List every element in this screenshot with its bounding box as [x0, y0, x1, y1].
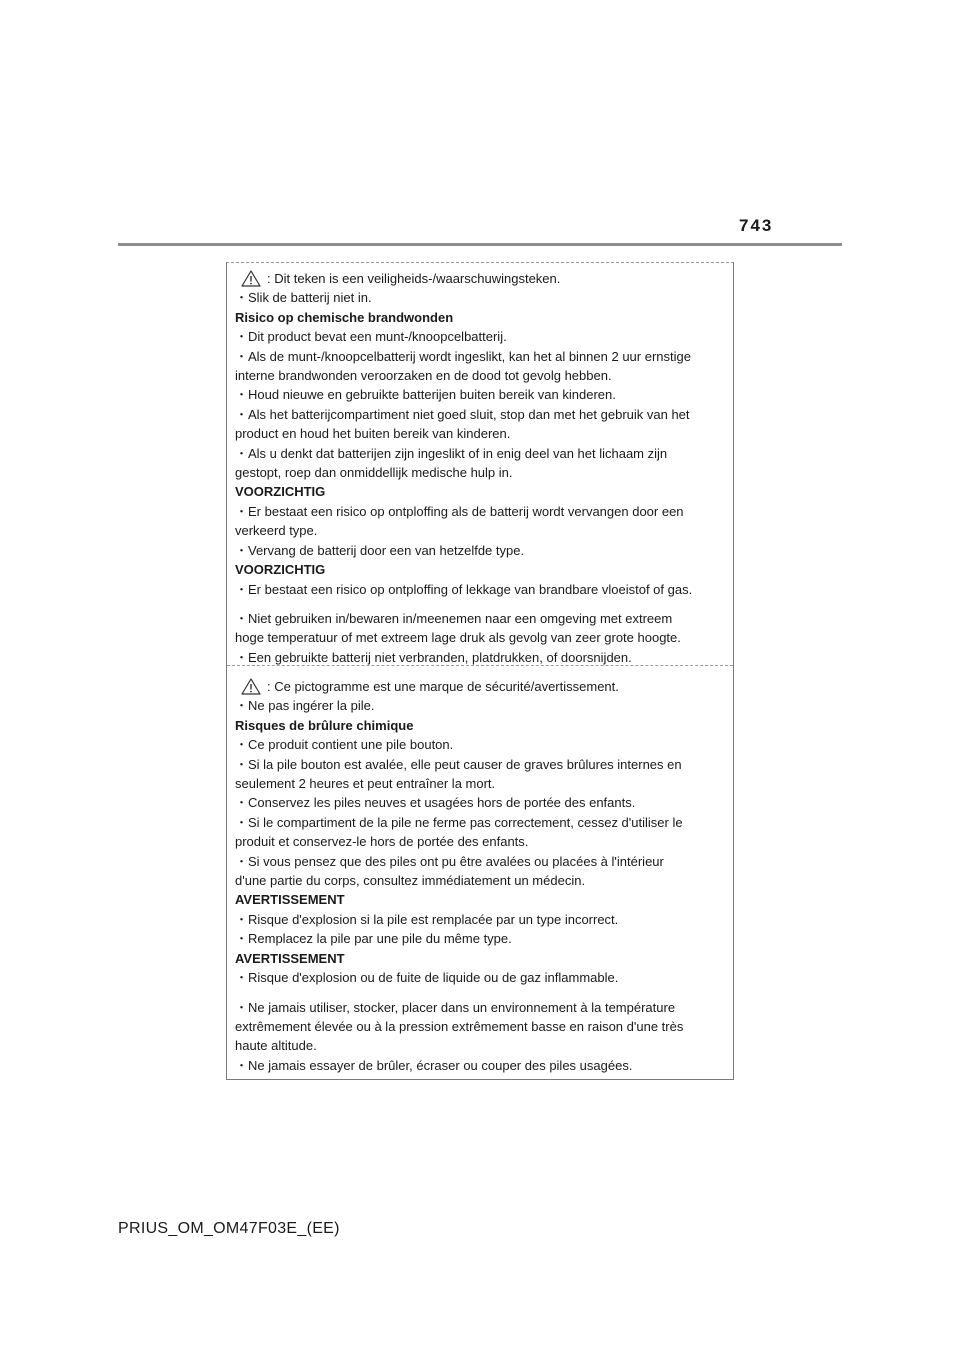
- document-code-footer: PRIUS_OM_OM47F03E_(EE): [118, 1220, 340, 1237]
- dutch-line: ・Als het batterijcompartiment niet goed sluit, stop dan met het gebruik van het: [235, 406, 690, 422]
- dutch-line: ・Niet gebruiken in/bewaren in/meenemen naar een omgeving met extreem: [235, 610, 673, 626]
- french-line: ・Conservez les piles neuves et usagées hors de portée des enfants.: [235, 795, 636, 811]
- dutch-intro-text: : Dit teken is een veiligheids-/waarschuwingsteken.: [267, 271, 561, 286]
- french-line: ・Ne pas ingérer la pile.: [235, 698, 375, 714]
- french-section: [235, 677, 727, 1075]
- french-line: ・Si vous pensez que des piles ont pu être avalées ou placées à l'intérieur: [235, 853, 664, 869]
- dutch-line: verkeerd type.: [235, 523, 318, 539]
- dutch-line: ・Er bestaat een risico op ontploffing als de batterij wordt vervangen door een: [235, 503, 684, 519]
- french-line: ・Si la pile bouton est avalée, elle peut causer de graves brûlures internes en: [235, 756, 682, 772]
- dutch-line: ・Vervang de batterij door een van hetzelfde type.: [235, 542, 525, 558]
- french-line: haute altitude.: [235, 1038, 317, 1054]
- dutch-heading: VOORZICHTIG: [235, 562, 326, 578]
- dutch-line: ・Als de munt-/knoopcelbatterij wordt ingeslikt, kan het al binnen 2 uur ernstige: [235, 348, 691, 364]
- french-line: ・Ce produit contient une pile bouton.: [235, 737, 454, 753]
- dutch-intro: [235, 269, 727, 288]
- header-rule: [118, 243, 842, 246]
- dutch-line: ・Houd nieuwe en gebruikte batterijen buiten bereik van kinderen.: [235, 387, 616, 403]
- dutch-section: [235, 269, 727, 667]
- french-line: extrêmement élevée ou à la pression extrêmement basse en raison d'une très: [235, 1018, 684, 1034]
- french-line: ・Ne jamais essayer de brûler, écraser ou couper des piles usagées.: [235, 1057, 633, 1073]
- warning-triangle-icon: [241, 270, 261, 287]
- french-intro-text: : Ce pictogramme est une marque de sécurité/avertissement.: [267, 679, 619, 694]
- dutch-line: interne brandwonden veroorzaken en de dood tot gevolg hebben.: [235, 368, 612, 384]
- dutch-line: ・Er bestaat een risico op ontploffing of lekkage van brandbare vloeistof of gas.: [235, 581, 693, 597]
- french-line: d'une partie du corps, consultez immédiatement un médecin.: [235, 873, 586, 889]
- french-heading: AVERTISSEMENT: [235, 950, 345, 966]
- dutch-line: ・Als u denkt dat batterijen zijn ingeslikt of in enig deel van het lichaam zijn: [235, 445, 668, 461]
- dutch-line: ・Slik de batterij niet in.: [235, 290, 372, 306]
- battery-warning-notice: [226, 262, 734, 1080]
- dutch-heading: Risico op chemische brandwonden: [235, 309, 454, 325]
- french-line: seulement 2 heures et peut entraîner la mort.: [235, 776, 496, 792]
- french-line: ・Si le compartiment de la pile ne ferme pas correctement, cessez d'utiliser le: [235, 814, 683, 830]
- french-heading: AVERTISSEMENT: [235, 892, 345, 908]
- warning-triangle-icon: [241, 678, 261, 695]
- french-line: ・Risque d'explosion ou de fuite de liquide ou de gaz inflammable.: [235, 970, 619, 986]
- section-divider: [227, 665, 733, 666]
- french-line: ・Risque d'explosion si la pile est remplacée par un type incorrect.: [235, 911, 619, 927]
- dutch-heading: VOORZICHTIG: [235, 484, 326, 500]
- page-number: 743: [739, 216, 774, 235]
- dutch-line: hoge temperatuur of met extreem lage druk als gevolg van zeer grote hoogte.: [235, 630, 681, 646]
- dutch-line: ・Dit product bevat een munt-/knoopcelbatterij.: [235, 329, 507, 345]
- french-heading: Risques de brûlure chimique: [235, 717, 414, 733]
- french-intro: [235, 677, 727, 696]
- french-line: ・Remplacez la pile par une pile du même type.: [235, 931, 512, 947]
- dutch-line: ・Een gebruikte batterij niet verbranden, platdrukken, of doorsnijden.: [235, 649, 632, 665]
- french-line: ・Ne jamais utiliser, stocker, placer dans un environnement à la température: [235, 999, 676, 1015]
- dutch-line: gestopt, roep dan onmiddellijk medische hulp in.: [235, 465, 513, 481]
- french-line: produit et conservez-le hors de portée des enfants.: [235, 834, 529, 850]
- dutch-line: product en houd het buiten bereik van kinderen.: [235, 426, 511, 442]
